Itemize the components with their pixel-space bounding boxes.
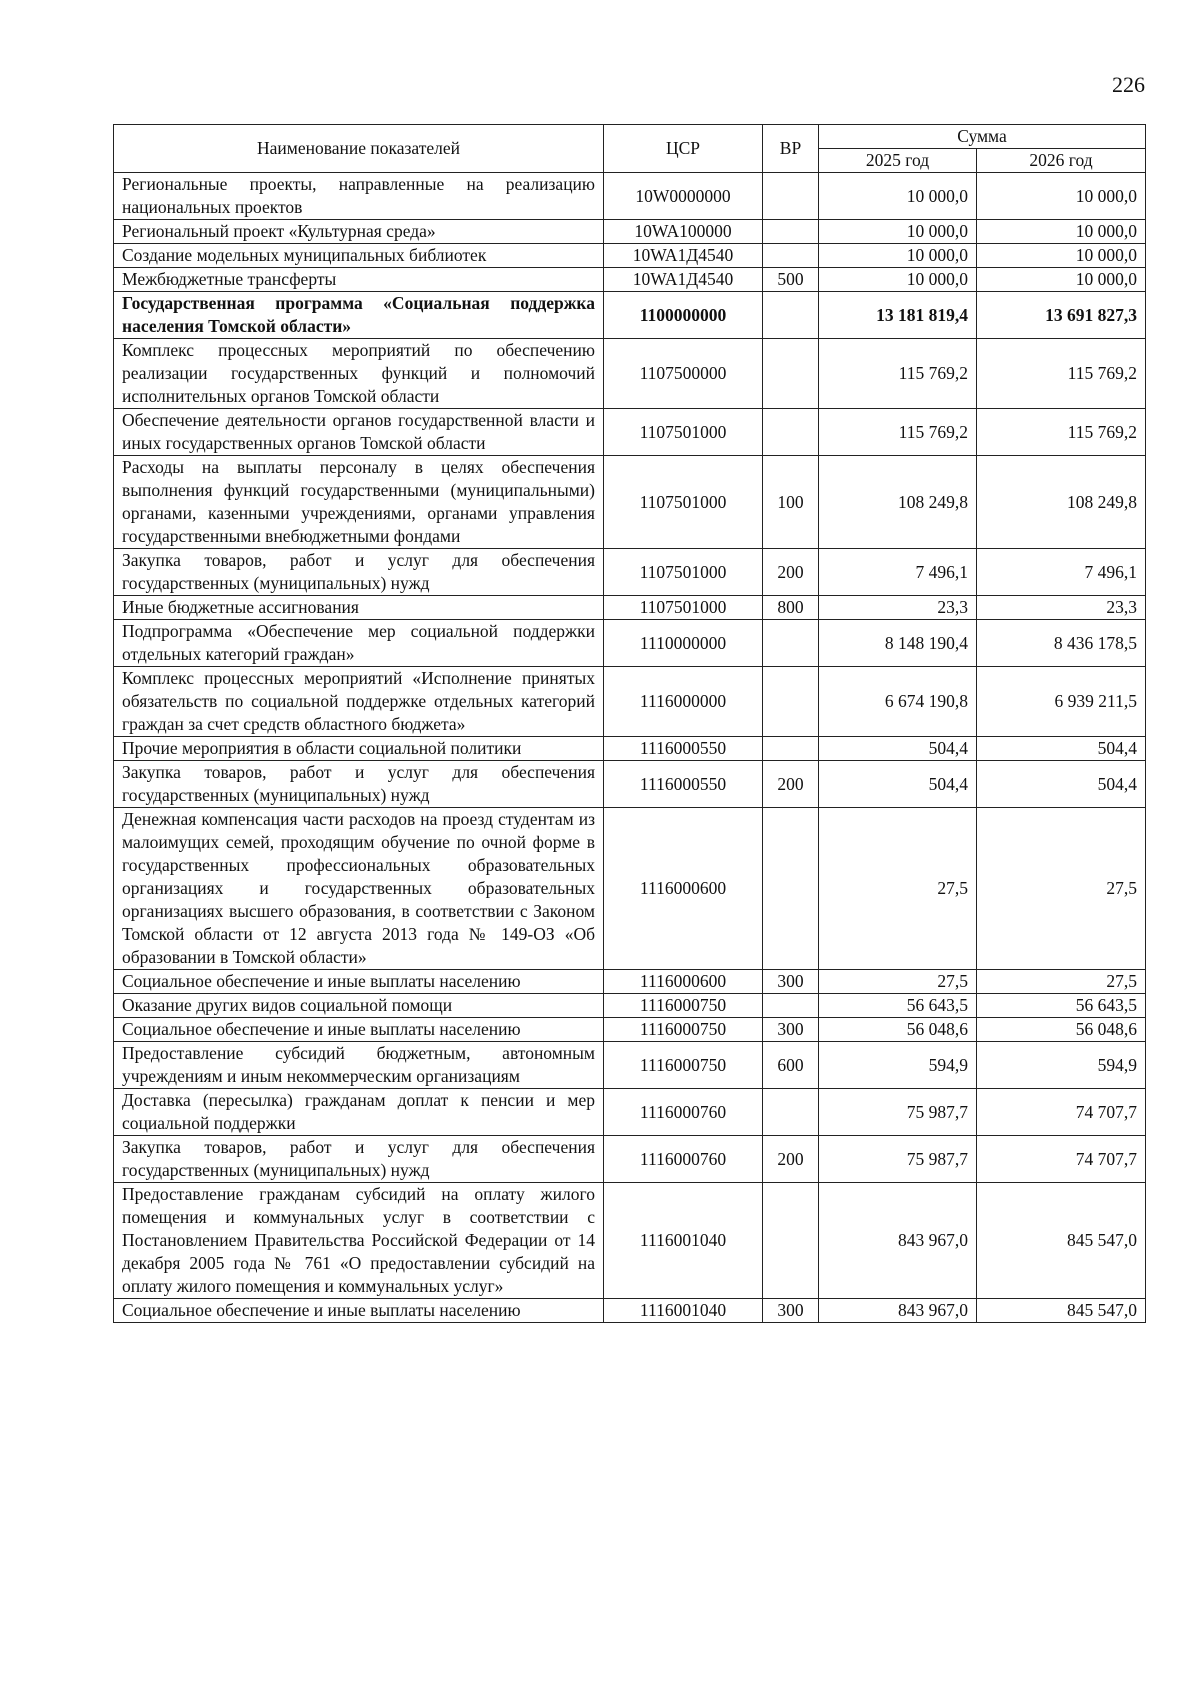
row-amount-2025: 27,5 bbox=[819, 970, 977, 994]
row-amount-2025: 594,9 bbox=[819, 1042, 977, 1089]
row-vr bbox=[763, 1089, 819, 1136]
row-amount-2026: 7 496,1 bbox=[977, 549, 1146, 596]
row-amount-2026: 108 249,8 bbox=[977, 456, 1146, 549]
row-vr bbox=[763, 620, 819, 667]
table-row bbox=[114, 596, 1146, 620]
row-code: 1116000750 bbox=[604, 1018, 763, 1042]
table-row bbox=[114, 292, 1146, 339]
header-code: ЦСР bbox=[604, 125, 763, 173]
table-row bbox=[114, 1183, 1146, 1299]
row-amount-2025: 23,3 bbox=[819, 596, 977, 620]
row-vr: 300 bbox=[763, 1299, 819, 1323]
table-row bbox=[114, 409, 1146, 456]
row-name: Комплекс процессных мероприятий по обеспечению реализации государственных функций и полномочий исполнительных органов Томской области bbox=[114, 339, 604, 409]
table-row bbox=[114, 268, 1146, 292]
row-amount-2026: 504,4 bbox=[977, 737, 1146, 761]
table-row bbox=[114, 1299, 1146, 1323]
row-name: Предоставление субсидий бюджетным, автономным учреждениям и иным некоммерческим организациям bbox=[114, 1042, 604, 1089]
row-name: Расходы на выплаты персоналу в целях обеспечения выполнения функций государственными (муниципальными) органами, казенными учреждениями, органами управления государственными внебюджетными фондами bbox=[114, 456, 604, 549]
row-name: Подпрограмма «Обеспечение мер социальной поддержки отдельных категорий граждан» bbox=[114, 620, 604, 667]
row-name: Комплекс процессных мероприятий «Исполнение принятых обязательств по социальной поддержке отдельных категорий граждан за счет средств областного бюджета» bbox=[114, 667, 604, 737]
row-vr bbox=[763, 1183, 819, 1299]
row-code: 1116000000 bbox=[604, 667, 763, 737]
row-name: Создание модельных муниципальных библиотек bbox=[114, 244, 604, 268]
table-row bbox=[114, 1042, 1146, 1089]
header-name: Наименование показателей bbox=[114, 125, 604, 173]
row-code: 1116001040 bbox=[604, 1299, 763, 1323]
row-amount-2026: 10 000,0 bbox=[977, 173, 1146, 220]
row-amount-2025: 56 643,5 bbox=[819, 994, 977, 1018]
row-vr bbox=[763, 994, 819, 1018]
row-code: 1110000000 bbox=[604, 620, 763, 667]
row-name: Социальное обеспечение и иные выплаты населению bbox=[114, 1018, 604, 1042]
row-amount-2025: 7 496,1 bbox=[819, 549, 977, 596]
row-amount-2025: 10 000,0 bbox=[819, 268, 977, 292]
table-body bbox=[114, 173, 1146, 1323]
row-vr bbox=[763, 409, 819, 456]
row-amount-2025: 13 181 819,4 bbox=[819, 292, 977, 339]
table-row bbox=[114, 1089, 1146, 1136]
table-row bbox=[114, 220, 1146, 244]
row-amount-2026: 845 547,0 bbox=[977, 1183, 1146, 1299]
row-amount-2025: 27,5 bbox=[819, 808, 977, 970]
row-amount-2026: 27,5 bbox=[977, 970, 1146, 994]
row-vr bbox=[763, 808, 819, 970]
row-amount-2025: 56 048,6 bbox=[819, 1018, 977, 1042]
row-code: 10WA1Д4540 bbox=[604, 244, 763, 268]
row-vr bbox=[763, 173, 819, 220]
row-vr: 100 bbox=[763, 456, 819, 549]
row-code: 1116000760 bbox=[604, 1136, 763, 1183]
row-code: 1116000600 bbox=[604, 970, 763, 994]
table-row bbox=[114, 667, 1146, 737]
row-name: Межбюджетные трансферты bbox=[114, 268, 604, 292]
row-amount-2025: 10 000,0 bbox=[819, 244, 977, 268]
row-amount-2026: 6 939 211,5 bbox=[977, 667, 1146, 737]
row-amount-2025: 115 769,2 bbox=[819, 409, 977, 456]
row-amount-2026: 115 769,2 bbox=[977, 409, 1146, 456]
row-vr bbox=[763, 292, 819, 339]
row-amount-2026: 13 691 827,3 bbox=[977, 292, 1146, 339]
row-name: Государственная программа «Социальная поддержка населения Томской области» bbox=[114, 292, 604, 339]
row-vr: 300 bbox=[763, 1018, 819, 1042]
row-amount-2026: 594,9 bbox=[977, 1042, 1146, 1089]
header-year-2026: 2026 год bbox=[977, 149, 1146, 173]
table-row bbox=[114, 549, 1146, 596]
row-amount-2025: 75 987,7 bbox=[819, 1136, 977, 1183]
row-code: 10WA1Д4540 bbox=[604, 268, 763, 292]
row-vr bbox=[763, 244, 819, 268]
row-name: Социальное обеспечение и иные выплаты населению bbox=[114, 970, 604, 994]
row-amount-2026: 56 048,6 bbox=[977, 1018, 1146, 1042]
row-vr bbox=[763, 737, 819, 761]
row-vr: 200 bbox=[763, 761, 819, 808]
table-row bbox=[114, 456, 1146, 549]
row-amount-2026: 115 769,2 bbox=[977, 339, 1146, 409]
row-amount-2026: 10 000,0 bbox=[977, 268, 1146, 292]
row-amount-2026: 74 707,7 bbox=[977, 1136, 1146, 1183]
row-vr bbox=[763, 667, 819, 737]
row-amount-2025: 10 000,0 bbox=[819, 220, 977, 244]
table-row bbox=[114, 339, 1146, 409]
row-name: Социальное обеспечение и иные выплаты населению bbox=[114, 1299, 604, 1323]
row-amount-2025: 843 967,0 bbox=[819, 1183, 977, 1299]
row-vr: 300 bbox=[763, 970, 819, 994]
row-code: 1107501000 bbox=[604, 596, 763, 620]
row-code: 1116000760 bbox=[604, 1089, 763, 1136]
row-code: 1116000750 bbox=[604, 994, 763, 1018]
row-amount-2026: 74 707,7 bbox=[977, 1089, 1146, 1136]
row-amount-2025: 108 249,8 bbox=[819, 456, 977, 549]
budget-table bbox=[113, 124, 1146, 1323]
table-row bbox=[114, 737, 1146, 761]
table-row bbox=[114, 173, 1146, 220]
row-code: 1116001040 bbox=[604, 1183, 763, 1299]
row-name: Предоставление гражданам субсидий на оплату жилого помещения и коммунальных услуг в соответствии с Постановлением Правительства Российской Федерации от 14 декабря 2005 года № 761 «О предоставлении субсидий на оплату жилого помещения и коммунальных услуг» bbox=[114, 1183, 604, 1299]
row-name: Денежная компенсация части расходов на проезд студентам из малоимущих семей, проходящим обучение по очной форме в государственных профессиональных образовательных организациях и государственных образовательных организациях высшего образования, в соответствии с Законом Томской области от 12 августа 2013 года № 149-ОЗ «Об образовании в Томской области» bbox=[114, 808, 604, 970]
row-amount-2026: 845 547,0 bbox=[977, 1299, 1146, 1323]
row-name: Иные бюджетные ассигнования bbox=[114, 596, 604, 620]
header-vr: ВР bbox=[763, 125, 819, 173]
row-amount-2025: 115 769,2 bbox=[819, 339, 977, 409]
row-amount-2025: 10 000,0 bbox=[819, 173, 977, 220]
row-vr: 800 bbox=[763, 596, 819, 620]
row-amount-2026: 56 643,5 bbox=[977, 994, 1146, 1018]
table-row bbox=[114, 244, 1146, 268]
row-amount-2025: 504,4 bbox=[819, 737, 977, 761]
row-vr: 200 bbox=[763, 1136, 819, 1183]
row-amount-2025: 8 148 190,4 bbox=[819, 620, 977, 667]
page-number: 226 bbox=[1112, 72, 1145, 97]
row-code: 10WA100000 bbox=[604, 220, 763, 244]
table-row bbox=[114, 761, 1146, 808]
row-code: 10W0000000 bbox=[604, 173, 763, 220]
row-amount-2025: 6 674 190,8 bbox=[819, 667, 977, 737]
row-name: Региональный проект «Культурная среда» bbox=[114, 220, 604, 244]
table-row bbox=[114, 994, 1146, 1018]
row-amount-2026: 23,3 bbox=[977, 596, 1146, 620]
table-row bbox=[114, 1136, 1146, 1183]
row-name: Прочие мероприятия в области социальной политики bbox=[114, 737, 604, 761]
row-code: 1107501000 bbox=[604, 549, 763, 596]
row-vr bbox=[763, 339, 819, 409]
row-code: 1116000600 bbox=[604, 808, 763, 970]
table-header bbox=[114, 125, 1146, 173]
row-amount-2026: 10 000,0 bbox=[977, 244, 1146, 268]
row-vr: 500 bbox=[763, 268, 819, 292]
row-code: 1107500000 bbox=[604, 339, 763, 409]
table-row bbox=[114, 808, 1146, 970]
row-amount-2025: 75 987,7 bbox=[819, 1089, 977, 1136]
row-name: Закупка товаров, работ и услуг для обеспечения государственных (муниципальных) нужд bbox=[114, 761, 604, 808]
row-amount-2026: 27,5 bbox=[977, 808, 1146, 970]
row-name: Закупка товаров, работ и услуг для обеспечения государственных (муниципальных) нужд bbox=[114, 1136, 604, 1183]
row-code: 1116000550 bbox=[604, 761, 763, 808]
header-sum: Сумма bbox=[819, 125, 1146, 149]
row-vr bbox=[763, 220, 819, 244]
table-row bbox=[114, 620, 1146, 667]
header-year-2025: 2025 год bbox=[819, 149, 977, 173]
row-amount-2025: 504,4 bbox=[819, 761, 977, 808]
row-name: Доставка (пересылка) гражданам доплат к пенсии и мер социальной поддержки bbox=[114, 1089, 604, 1136]
row-code: 1116000550 bbox=[604, 737, 763, 761]
row-name: Закупка товаров, работ и услуг для обеспечения государственных (муниципальных) нужд bbox=[114, 549, 604, 596]
row-code: 1100000000 bbox=[604, 292, 763, 339]
row-code: 1116000750 bbox=[604, 1042, 763, 1089]
row-name: Обеспечение деятельности органов государственной власти и иных государственных органов Томской области bbox=[114, 409, 604, 456]
row-name: Оказание других видов социальной помощи bbox=[114, 994, 604, 1018]
table-row bbox=[114, 970, 1146, 994]
row-vr: 600 bbox=[763, 1042, 819, 1089]
row-code: 1107501000 bbox=[604, 456, 763, 549]
row-amount-2026: 8 436 178,5 bbox=[977, 620, 1146, 667]
row-amount-2025: 843 967,0 bbox=[819, 1299, 977, 1323]
row-name: Региональные проекты, направленные на реализацию национальных проектов bbox=[114, 173, 604, 220]
row-code: 1107501000 bbox=[604, 409, 763, 456]
row-amount-2026: 504,4 bbox=[977, 761, 1146, 808]
row-amount-2026: 10 000,0 bbox=[977, 220, 1146, 244]
table-row bbox=[114, 1018, 1146, 1042]
row-vr: 200 bbox=[763, 549, 819, 596]
